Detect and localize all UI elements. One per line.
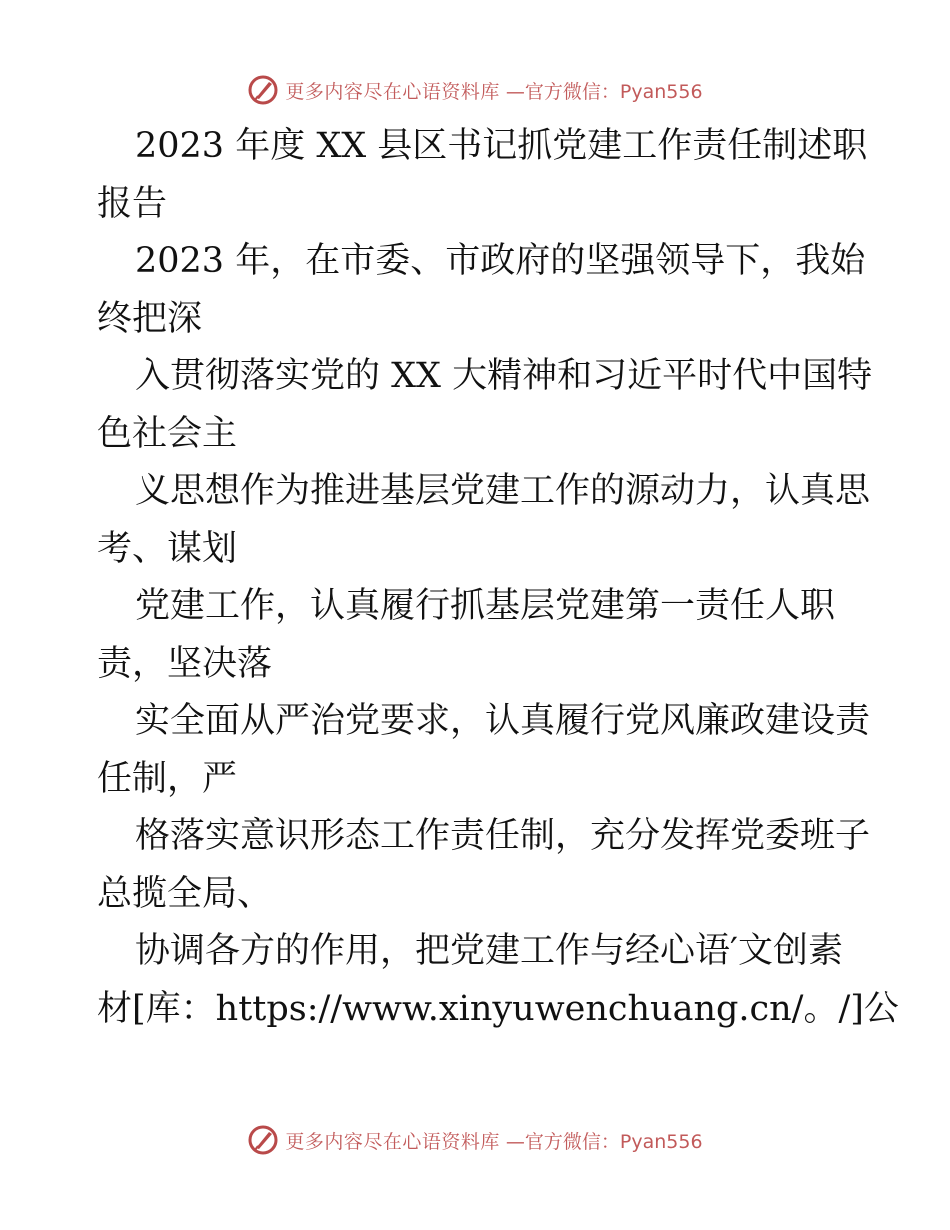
- paragraph-line: 色社会主: [97, 413, 238, 454]
- paragraph-line: 义思想作为推进基层党建工作的源动力，认真思: [135, 471, 871, 511]
- banner-contact-text: —官方微信：Pyan556: [505, 1130, 703, 1153]
- feather-pen-logo-icon: [247, 74, 279, 106]
- paragraph-line: 党建工作，认真履行抓基层党建第一责任人职: [135, 586, 836, 626]
- paragraph-line: 任制，严: [97, 758, 238, 799]
- paragraph-line: 入贯彻落实党的 XX 大精神和习近平时代中国特: [135, 356, 873, 396]
- paragraph-line: 材[库：https://www.xinyuwenchuang.cn/。/]公: [97, 988, 899, 1029]
- paragraph-line: 总揽全局、: [97, 873, 273, 914]
- banner-brand-text: 更多内容尽在心语资料库: [285, 80, 500, 103]
- paragraph-line: 责，坚决落: [97, 643, 273, 684]
- banner-brand-text: 更多内容尽在心语资料库: [285, 1130, 500, 1153]
- paragraph-line: 实全面从严治党要求，认真履行党风廉政建设责: [135, 701, 871, 741]
- feather-pen-logo-icon: [247, 1124, 279, 1156]
- header-banner: [0, 70, 950, 110]
- banner-contact-text: —官方微信：Pyan556: [505, 80, 703, 103]
- footer-banner: [0, 1120, 950, 1160]
- paragraph-line: 2023 年，在市委、市政府的坚强领导下，我始: [135, 241, 866, 281]
- document-title-line-1: 2023 年度 XX 县区书记抓党建工作责任制述职: [135, 126, 868, 166]
- paragraph-line: 终把深: [97, 298, 203, 339]
- paragraph-line: 考、谋划: [97, 528, 238, 569]
- paragraph-line: 协调各方的作用，把党建工作与经心语′文创素: [135, 931, 843, 971]
- document-title-line-2: 报告: [97, 183, 168, 224]
- paragraph-line: 格落实意识形态工作责任制，充分发挥党委班子: [135, 816, 871, 856]
- document-body: [97, 118, 899, 1038]
